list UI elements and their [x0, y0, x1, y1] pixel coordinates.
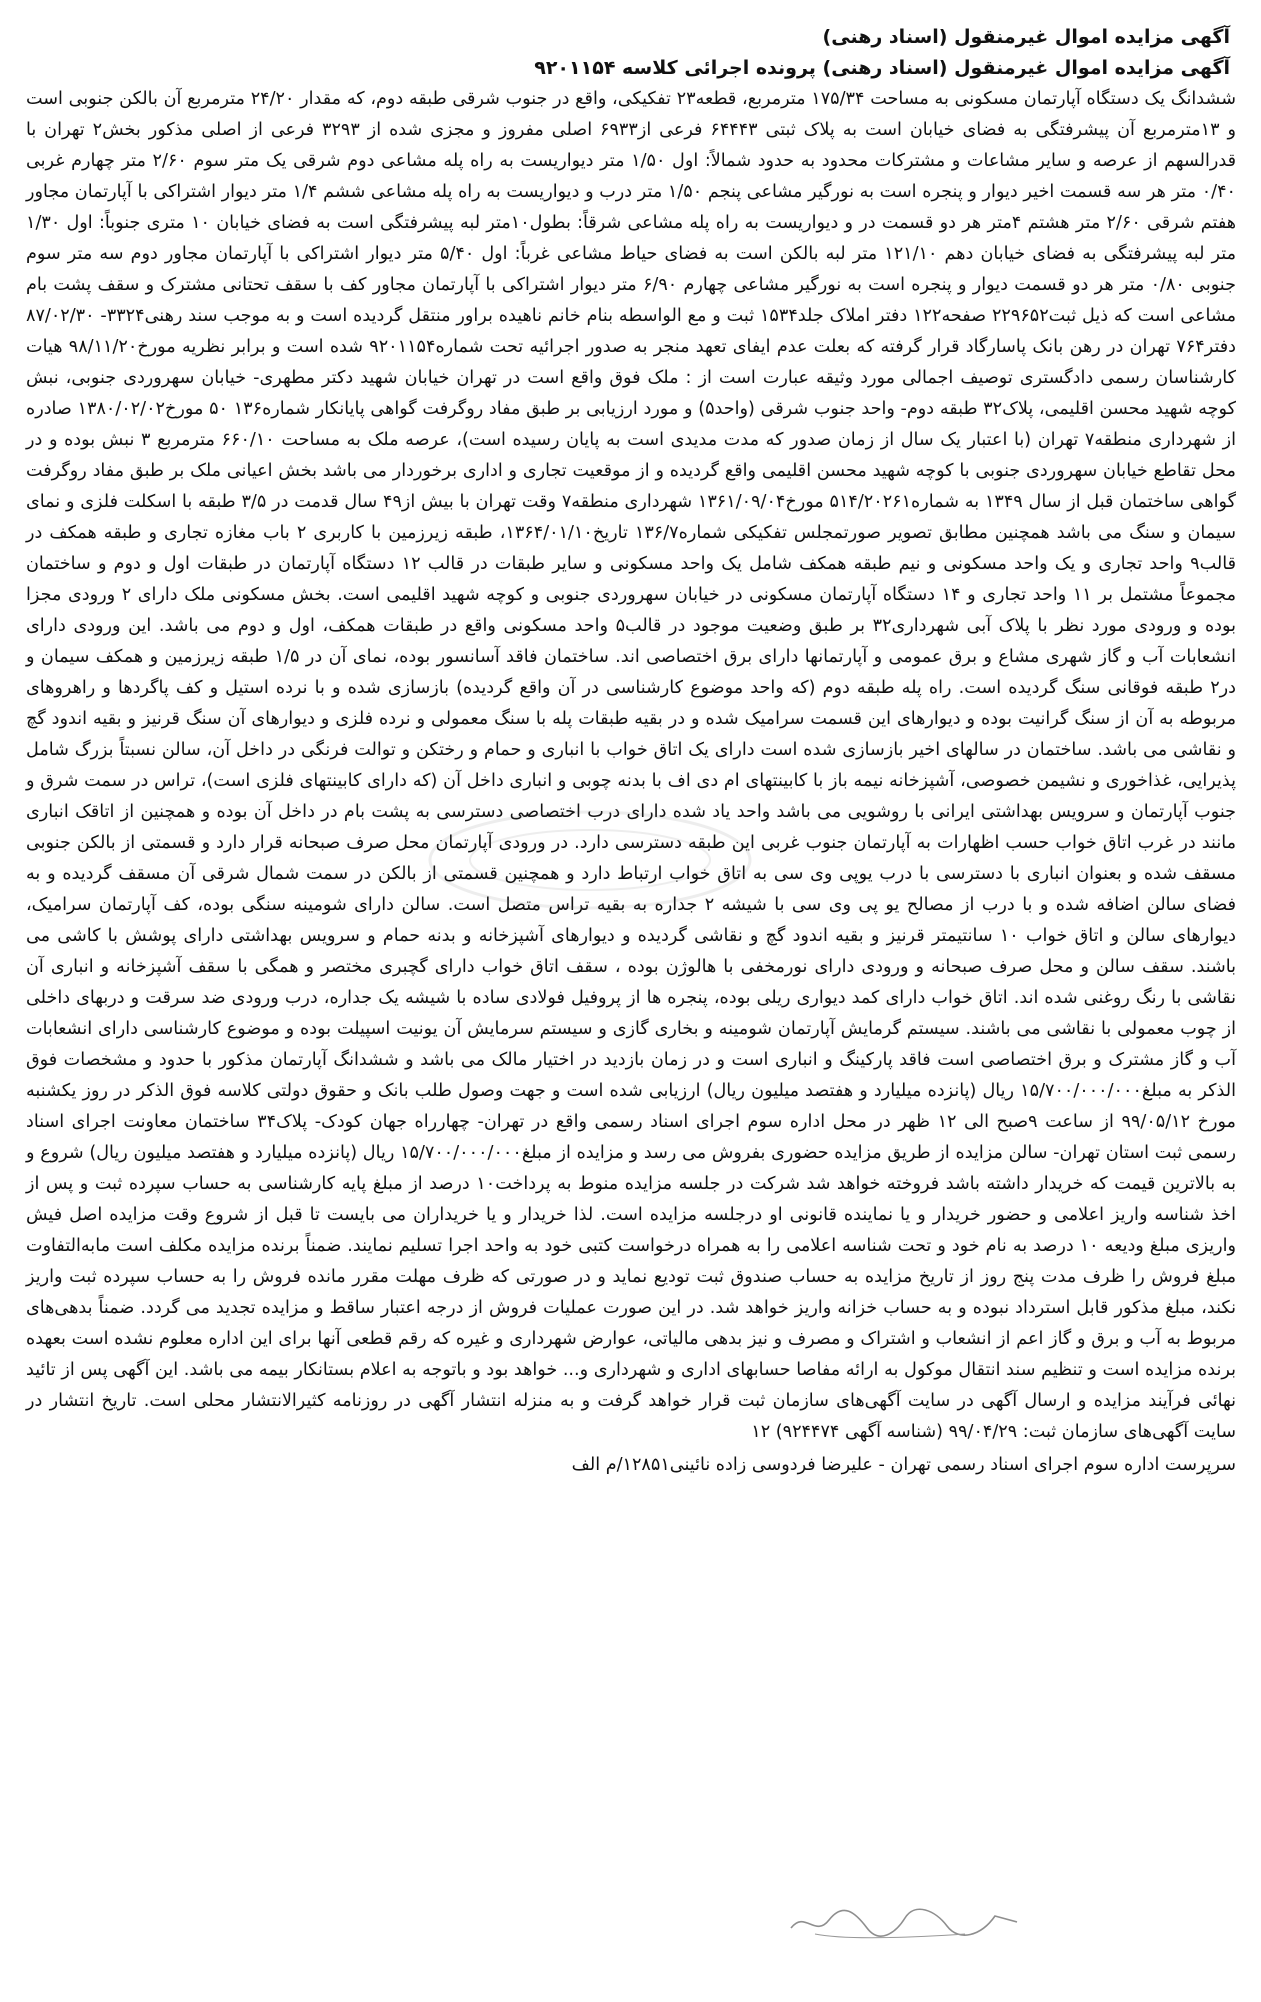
notice-title: آگهی مزایده اموال غیرمنقول (اسناد رهنی) — [822, 26, 1230, 48]
notice-body: ششدانگ یک دستگاه آپارتمان مسکونی به مساحت ۱۷۵/۳۴ مترمربع، قطعه۲۳ تفکیکی، واقع در جنوب شرقی طبقه دوم، که مقدار ۲۴/۲۰ مترمربع آن بالکن جنوبی است و ۱۳مترمربع آن پیشرفتگی به فضای خیابان است به پلاک ثبتی ۶۴۴۴۳ فرعی از۶۹۳۳ اصلی مفروز و مجزی شده از ۳۲۹۳ فرعی از اصلی مذکور بخش۲ تهران با قدرالسهم از عرصه و سایر مشاعات و مشترکات محدود به حدود شمالاً: اول ۱/۵۰ متر دیواریست به راه پله مشاعی دوم شرقی یک متر سوم ۲/۶۰ متر چهارم غربی ۰/۴۰ متر هر سه قسمت اخیر دیوار و پنجره است به نورگیر مشاعی پنجم ۱/۵۰ متر درب و دیواریست به راه پله مشاعی ششم ۱/۴ متر دیوار اشتراکی با آپارتمان مجاور هفتم شرقی ۲/۶۰ متر هشتم ۴متر هر دو قسمت در و دیواریست به راه پله مشاعی شرقاً: بطول۱۰متر لبه پیشرفتگی است به فضای خیابان ۱۰ متری جنوباً: اول ۱/۳۰ متر لبه پیشرفتگی به فضای خیابان دهم ۱۲۱/۱۰ متر لبه بالکن است به فضای حیاط مشاعی غرباً: اول ۵/۴۰ متر دیوار اشتراکی با آپارتمان مجاور دوم سه متر سوم جنوبی ۰/۸۰ متر هر دو قسمت دیوار و پنجره است به نورگیر مشاعی چهارم ۶/۹۰ متر دیوار اشتراکی با آپارتمان مجاور کف با سقف تحتانی مشترک و سقف پشت بام مشاعی است که ذیل ثبت۲۲۹۶۵۲ صفحه۱۲۲ دفتر املاک جلد۱۵۳۴ ثبت و مع الواسطه بنام خانم ناهیده براور منتقل گردیده است و به موجب سند رهنی۳۳۲۴- ۸۷/۰۲/۳۰ دفتر۷۶۴ تهران در رهن بانک پاسارگاد قرار گرفته که بعلت عدم ایفای تعهد منجر به صدور اجرائیه تحت شماره۹۲۰۱۱۵۴ شده است و برابر نظریه مورخ۹۸/۱۱/۲۰ هیات کارشناسان رسمی دادگستری توصیف اجمالی مورد وثیقه عبارت است از : ملک فوق واقع است در تهران خیابان شهید دکتر مطهری- خیابان سهروردی جنوبی، نبش کوچه شهید محسن اقلیمی، پلاک۳۲ طبقه دوم- واحد جنوب شرقی (واحد۵) و مورد ارزیابی بر طبق مفاد روگرفت گواهی پایانکار شماره۱۳۶ ۵۰ مورخ۱۳۸۰/۰۲/۰۲ صادره از شهرداری منطقه۷ تهران (با اعتبار یک سال از زمان صدور که مدت مدیدی است به پایان رسیده است)، عرصه ملک به مساحت ۶۶۰/۱۰ مترمربع ۳ نبش بوده و در محل تقاطع خیابان سهروردی جنوبی با کوچه شهید محسن اقلیمی واقع گردیده و از موقعیت تجاری و اداری برخوردار می باشد بخش اعیانی ملک بر طبق مفاد روگرفت گواهی ساختمان قبل از سال ۱۳۴۹ به شماره۵۱۴/۲۰۲۶۱ مورخ۱۳۶۱/۰۹/۰۴ شهرداری منطقه۷ وقت تهران با بیش از۴۹ سال قدمت در ۳/۵ طبقه با اسکلت فلزی و نمای سیمان و سنگ می باشد همچنین مطابق تصویر صورتمجلس تفکیکی شماره۱۳۶/۷ تاریخ۱۳۶۴/۰۱/۱۰، طبقه زیرزمین با کاربری ۲ باب مغازه تجاری و طبقه همکف در قالب۹ واحد تجاری و یک واحد مسکونی و نیم طبقه همکف شامل یک واحد مسکونی و سایر طبقات در قالب ۱۲ دستگاه آپارتمان در طبقات اول و دوم و ساختمان مجموعاً مشتمل بر ۱۱ واحد تجاری و ۱۴ دستگاه آپارتمان مسکونی در خیابان سهروردی جنوبی و کوچه شهید اقلیمی است. بخش مسکونی ملک دارای ۲ ورودی مجزا بوده و ورودی مورد نظر با پلاک آبی شهرداری۳۲ بر طبق وضعیت موجود در قالب۵ واحد مسکونی واقع در طبقات همکف، اول و دوم می باشد. این ورودی دارای انشعابات آب و گاز شهری مشاع و برق عمومی و آپارتمانها دارای برق اختصاصی اند. ساختمان فاقد آسانسور بوده، نمای آن در ۱/۵ طبقه زیرزمین و همکف سیمان و در۲ طبقه فوقانی سنگ گردیده است. راه پله طبقه دوم (که واحد موضوع کارشناسی در آن واقع گردیده) بازسازی شده و با نرده استیل و کف پاگردها و راهروهای مربوطه به آن از سنگ گرانیت بوده و دیوارهای این قسمت سرامیک شده و در بقیه طبقات پله با سنگ معمولی و نرده فلزی و دیوارهای آن سنگ قرنیز و بقیه اندود گچ و نقاشی می باشد. ساختمان در سالهای اخیر بازسازی شده است دارای یک اتاق خواب با انباری و حمام و رختکن و توالت فرنگی در داخل آن، سالن نسبتاً بزرگ شامل پذیرایی، غذاخوری و نشیمن خصوصی، آشپزخانه نیمه باز با کابینتهای ام دی اف با بدنه چوبی و انباری داخل آن (که دارای کابینتهای فلزی است)، تراس در سمت شرق و جنوب آپارتمان و سرویس بهداشتی ایرانی با روشویی می باشد واحد یاد شده دارای درب اختصاصی دسترسی به پشت بام در داخل آن بوده و همچنین از اتاقک انباری مانند در غرب اتاق خواب حسب اظهارات به آپارتمان جنوب غربی این طبقه دسترسی دارد. در ورودی آپارتمان محل صرف صبحانه قرار دارد و قسمتی از بالکن جنوبی مسقف شده و بعنوان انباری با دسترسی با درب یوپی وی سی به اتاق خواب ارتباط دارد و همچنین قسمتی از بالکن در سمت شمال شرقی آن مسقف گردیده و به فضای سالن اضافه شده و با درب از مصالح یو پی وی سی با شیشه ۲ جداره به بقیه تراس متصل است. سالن دارای شومینه سنگی بوده، کف آپارتمان سرامیک، دیوارهای سالن و اتاق خواب ۱۰ سانتیمتر قرنیز و بقیه اندود گچ و نقاشی گردیده و دیوارهای آشپزخانه و بدنه حمام و سرویس بهداشتی دارای پوشش با کاشی می باشند. سقف سالن و محل صرف صبحانه و ورودی دارای نورمخفی با هالوژن بوده ، سقف اتاق خواب دارای گچبری مختصر و همگی با سقف آشپزخانه و انباری آن نقاشی با رنگ روغنی شده اند. اتاق خواب دارای کمد دیواری ریلی بوده، پنجره ها از پروفیل فولادی ساده با شیشه یک جداره، درب ورودی ضد سرقت و دربهای داخلی از چوب معمولی با نقاشی می باشند. سیستم گرمایش آپارتمان شومینه و بخاری گازی و سیستم سرمایش آن یونیت اسپیلت بوده و موضوع کارشناسی دارای انشعابات آب و گاز مشترک و برق اختصاصی است فاقد پارکینگ و انباری است و در زمان بازدید در اختیار مالک می باشد و ششدانگ آپارتمان مذکور با حدود و مشخصات فوق الذکر به مبلغ۱۵/۷۰۰/۰۰۰/۰۰۰ ریال (پانزده میلیارد و هفتصد میلیون ریال) ارزیابی شده است و جهت وصول طلب بانک و حقوق دولتی کلاسه فوق الذکر در روز یکشنبه مورخ ۹۹/۰۵/۱۲ از ساعت ۹صبح الی ۱۲ ظهر در محل اداره سوم اجرای اسناد رسمی واقع در تهران- چهارراه جهان کودک- پلاک۳۴ ساختمان معاونت اجرای اسناد رسمی ثبت استان تهران- سالن مزایده از طریق مزایده حضوری بفروش می رسد و مزایده از مبلغ۱۵/۷۰۰/۰۰۰/۰۰۰ ریال (پانزده میلیارد و هفتصد میلیون ریال) شروع و به بالاترین قیمت که خریدار داشته باشد فروخته خواهد شد شرکت در جلسه مزایده منوط به پرداخت۱۰ درصد از مبلغ پایه کارشناسی به حساب سپرده ثبت و پس از اخذ شناسه واریز اعلامی و حضور خریدار و یا نماینده قانونی او درجلسه مزایده است. لذا خریدار و یا خریداران می بایست تا قبل از شروع وقت مزایده اصل فیش واریزی مبلغ ودیعه ۱۰ درصد به نام خود و تحت شناسه اعلامی را به همراه درخواست کتبی خود به واحد اجرا تسلیم نمایند. ضمناً برنده مزایده مکلف است مابه‌التفاوت مبلغ فروش را ظرف مدت پنج روز از تاریخ مزایده به حساب صندوق ثبت تودیع نماید و در صورتی که ظرف مهلت مقرر مانده فروش را به حساب سپرده ثبت واریز نکند، مبلغ مذکور قابل استرداد نبوده و به حساب خزانه واریز خواهد شد. در این صورت عملیات فروش از درجه اعتبار ساقط و مزایده تجدید می گردد. ضمناً بدهی‌های مربوط به آب و برق و گاز اعم از انشعاب و اشتراک و مصرف و نیز بدهی مالیاتی، عوارض شهرداری و غیره که رقم قطعی آنها برای این اداره معلوم نشده است بعهده برنده مزایده است و تنظیم سند انتقال موکول به ارائه مفاصا حسابهای اداری و شهرداری و... خواهد بود و باتوجه به اعلام بستانکار بیمه می باشد. این آگهی پس از تائید نهائی فرآیند مزایده و ارسال آگهی در سایت آگهی‌های سازمان ثبت قرار خواهد گرفت و به منزله انتشار آگهی در روزنامه کثیرالانتشار محلی است. تاریخ انتشار در سایت آگهی‌های سازمان ثبت: ۹۹/۰۴/۲۹ (شناسه آگهی ۹۲۴۴۷۴) ۱۲ — [26, 89, 1237, 1442]
auction-notice — [22, 22, 1240, 1481]
notice-footer — [22, 1450, 1240, 1481]
notice-signature: سرپرست اداره سوم اجرای اسناد رسمی تهران - علیرضا فردوسی زاده نائینی — [669, 1455, 1236, 1475]
notice-subtitle: آگهی مزایده اموال غیرمنقول (اسناد رهنی) پرونده اجرائی کلاسه ۹۲۰۱۱۵۴ — [534, 57, 1230, 79]
notice-page — [22, 22, 1240, 1980]
notice-code: ۱۲۸۵۱/م الف — [571, 1455, 670, 1475]
handwritten-note-icon — [785, 1898, 1025, 1944]
